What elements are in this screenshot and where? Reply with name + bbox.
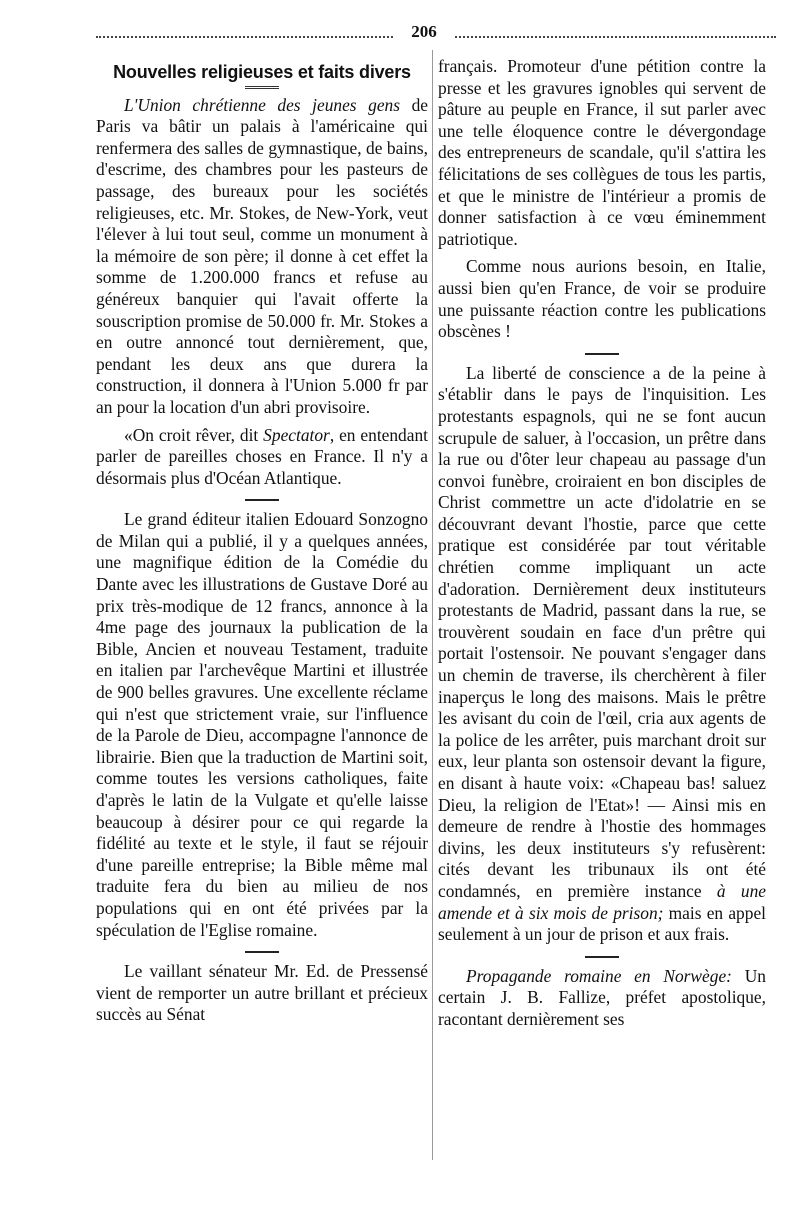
left-column <box>96 56 428 1026</box>
section-title: Nouvelles religieuses et faits divers <box>113 62 411 82</box>
paragraph-text: mais en appel seulement à un jour de prison et aux frais. <box>438 902 766 945</box>
paragraph-text: français. Promoteur d'une pétition contre la presse et les gravures ignobles qui servent de pâture au peuple en France, il sut parler avec une telle éloquence contre le dévergondage des entrepreneurs de scandale, qu'il s'attira les félicitations de ses collègues de tous les partis, et que le ministre de l'intérieur a promis de donner satisfaction à ce vœu éminemment patriotique. <box>438 56 766 249</box>
paragraph-text: Un certain J. B. Fallize, préfet apostolique, racontant dernièrement ses <box>438 965 766 1029</box>
paragraph-text: , en entendant parler de pareilles choses en France. Il n'y a désormais plus d'Océan Atlantique. <box>96 424 429 488</box>
paragraph-text: La liberté de conscience a de la peine à s'établir dans le pays de l'inquisition. Les protestants espagnols, qui ne se font aucun scrupule de saluer, à l'occasion, un prêtre dans la rue ou d'ôter leur chapeau au passage d'un convoi funèbre, croiraient en bon disciples de Christ commettre un acte d'idolatrie en se découvrant devant l'hostie, parce que cette pratique est considérée par tout véritable chrétien comme impliquant un acte d'adoration. Dernièrement deux instituteurs protestants de Madrid, passant dans la rue, se trouvèrent soudain en face d'un prêtre qui portait l'ostensoir. Ne pouvant s'engager dans un chemin de traverse, ils cherchèrent à filer inaperçus le long des maisons. Mais le prêtre les avisant du coin de l'œil, cria aux agents de la police de les arrêter, puis marchant droit sur eux, leur planta son ostensoir devant la figure, en disant à haute voix: «Chapeau bas! saluez Dieu, la religion de l'Etat»! — Ainsi mis en demeure de rendre à l'hostie des hommages divins, les deux instituteurs s'y refusèrent: cités devant les tribunaux ils ont été condamnés, en première instance <box>438 362 766 901</box>
paragraph-lead: L'Union chrétienne des jeunes gens <box>124 94 401 115</box>
sentence-emphasis: à une amende et à six mois de prison; <box>438 880 766 923</box>
article-separator <box>245 499 279 501</box>
paragraph-text: Le grand éditeur italien Edouard Sonzogno de Milan qui a publié, il y a quelques années, une magnifique édition de la Comédie du Dante avec les illustrations de Gustave Doré au prix très-modique de 12 francs, annonce à la 4me page des journaux la publication de la Bible, Ancien et nouveau Testament, traduite en italien par l'archevêque Martini et illustrée de 900 belles gravures. Une excellente réclame qui n'est que strictement vraie, sur l'influence de la Parole de Dieu, accompagne l'annonce de librairie. Bien que la traduction de Martini soit, comme toutes les versions catholiques, faite d'après le latin de la Vulgate et qu'elle laisse beaucoup à désirer pour ce qui regarde la fidélité au texte et le style, il faut se réjouir d'une pareille entreprise; la Bible même mal traduite fera du bien au milieu de nos populations qui en ont été privées par la spéculation de l'Eglise romaine. <box>96 509 428 940</box>
article-paragraph <box>438 363 766 946</box>
article-lead: Propagande romaine en Norwège: <box>466 965 732 986</box>
right-column <box>438 56 766 1031</box>
article-separator <box>585 956 619 958</box>
publication-name: Spectator <box>263 424 330 445</box>
article-paragraph <box>96 509 428 941</box>
column-divider <box>432 50 434 1160</box>
article-paragraph <box>96 95 428 419</box>
title-rule <box>245 86 279 89</box>
article-paragraph <box>438 966 766 1031</box>
article-paragraph <box>438 256 766 342</box>
article-paragraph <box>96 425 428 490</box>
paragraph-text: Le vaillant sénateur Mr. Ed. de Pressensé vient de remporter un autre brillant et précieux succès au Sénat <box>96 961 428 1025</box>
paragraph-text: Comme nous aurions besoin, en Italie, aussi bien qu'en France, de voir se produire une puissante réaction contre les publications obscènes ! <box>438 256 766 342</box>
article-separator <box>585 353 619 355</box>
paragraph-text: de Paris va bâtir un palais à l'américaine qui renfermera des salles de gymnastique, de bains, d'escrime, des chambres pour les pasteurs de passage, des bureaux pour les sociétés religieuses, etc. Mr. Stokes, de New-York, veut l'élever à lui tout seul, comme un monument à la mémoire de son père; il donne à cet effet la somme de 1.200.000 francs et refuse au généreux banquier qui l'avait offerte la souscription promise de 50.000 fr. Mr. Stokes a en outre annoncé tout dernièrement, que, pendant les deux ans que durera la construction, il donnera à l'Union 5.000 fr par an pour la location d'un abri provisoire. <box>96 94 428 417</box>
page-number: 206 <box>394 22 454 42</box>
article-paragraph <box>96 961 428 1026</box>
article-paragraph <box>438 56 766 250</box>
article-separator <box>245 951 279 953</box>
paragraph-text: «On croit rêver, dit <box>124 424 264 445</box>
